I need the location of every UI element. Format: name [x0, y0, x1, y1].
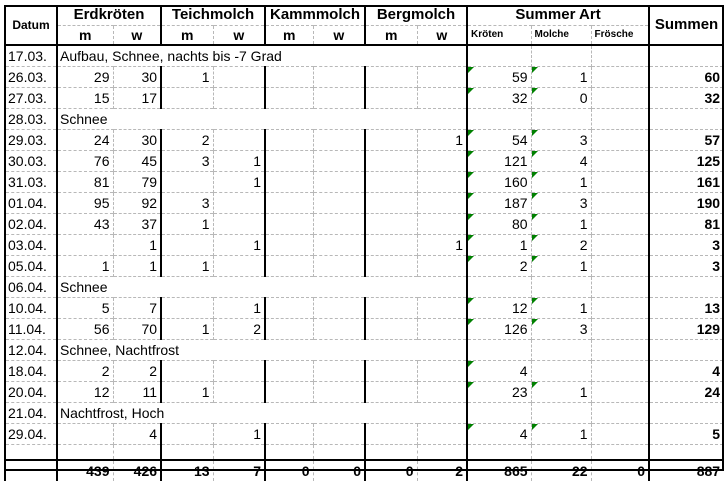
- header-berg-m: m: [365, 26, 417, 46]
- kw-cell: [313, 172, 365, 193]
- bw-cell: [417, 298, 467, 319]
- kw-cell: [313, 382, 365, 403]
- note-cell: Aufbau, Schnee, nachts bis -7 Grad: [57, 45, 467, 67]
- total-em: 439: [57, 460, 113, 481]
- total-bm: 0: [365, 460, 417, 481]
- fr-cell: [591, 88, 649, 109]
- tm-cell: 1: [161, 256, 213, 277]
- tw-cell: [213, 193, 265, 214]
- date-cell: 21.04.: [5, 403, 57, 424]
- empty-cell: [467, 109, 531, 130]
- sum-cell: [649, 109, 723, 130]
- tm-cell: [161, 235, 213, 256]
- total-sum: 887: [649, 460, 723, 481]
- mo-cell: [531, 361, 591, 382]
- ew-cell: 30: [113, 67, 161, 88]
- empty-cell: [649, 445, 723, 461]
- mo-cell: 1: [531, 214, 591, 235]
- header-datum: Datum: [5, 5, 57, 45]
- tm-cell: 3: [161, 193, 213, 214]
- em-cell: 15: [57, 88, 113, 109]
- kr-cell: 160: [467, 172, 531, 193]
- header-teichmolch: Teichmolch: [161, 5, 265, 26]
- date-cell: 26.03.: [5, 67, 57, 88]
- table-row: [5, 214, 723, 235]
- bw-cell: [417, 256, 467, 277]
- kw-cell: [313, 424, 365, 445]
- kr-cell: 2: [467, 256, 531, 277]
- km-cell: [265, 193, 313, 214]
- empty-cell: [531, 403, 591, 424]
- ew-cell: 4: [113, 424, 161, 445]
- tw-cell: [213, 256, 265, 277]
- empty-cell: [365, 445, 417, 461]
- table-row: [5, 88, 723, 109]
- sum-cell: 125: [649, 151, 723, 172]
- note-cell: Nachtfrost, Hoch: [57, 403, 467, 424]
- date-cell: 29.03.: [5, 130, 57, 151]
- kr-cell: 126: [467, 319, 531, 340]
- tw-cell: 2: [213, 319, 265, 340]
- kw-cell: [313, 214, 365, 235]
- fr-cell: [591, 172, 649, 193]
- bm-cell: [365, 235, 417, 256]
- header-kammmolch: Kammmolch: [265, 5, 365, 26]
- header-row-sub: [5, 26, 723, 46]
- tw-cell: [213, 214, 265, 235]
- date-cell: 11.04.: [5, 319, 57, 340]
- km-cell: [265, 298, 313, 319]
- kr-cell: 32: [467, 88, 531, 109]
- header-erd-m: m: [57, 26, 113, 46]
- sum-cell: 60: [649, 67, 723, 88]
- tm-cell: 2: [161, 130, 213, 151]
- kw-cell: [313, 67, 365, 88]
- note-cell: Schnee: [57, 277, 467, 298]
- migration-table: [4, 5, 723, 481]
- sum-cell: 32: [649, 88, 723, 109]
- table-row: [5, 256, 723, 277]
- header-erd-w: w: [113, 26, 161, 46]
- km-cell: [265, 130, 313, 151]
- em-cell: 12: [57, 382, 113, 403]
- date-cell: 18.04.: [5, 361, 57, 382]
- sum-cell: 13: [649, 298, 723, 319]
- mo-cell: 1: [531, 424, 591, 445]
- empty-cell: [591, 45, 649, 67]
- ew-cell: 2: [113, 361, 161, 382]
- header-teich-m: m: [161, 26, 213, 46]
- mo-cell: 4: [531, 151, 591, 172]
- bw-cell: [417, 193, 467, 214]
- km-cell: [265, 172, 313, 193]
- bm-cell: [365, 193, 417, 214]
- header-teich-w: w: [213, 26, 265, 46]
- kw-cell: [313, 298, 365, 319]
- sum-cell: [649, 277, 723, 298]
- table-row: [5, 424, 723, 445]
- kr-cell: 121: [467, 151, 531, 172]
- sum-cell: [649, 340, 723, 361]
- mo-cell: 0: [531, 88, 591, 109]
- date-cell: 28.03.: [5, 109, 57, 130]
- date-cell: 02.04.: [5, 214, 57, 235]
- em-cell: 29: [57, 67, 113, 88]
- mo-cell: 3: [531, 319, 591, 340]
- bm-cell: [365, 151, 417, 172]
- table-row: [5, 130, 723, 151]
- table-row: [5, 235, 723, 256]
- km-cell: [265, 67, 313, 88]
- bw-cell: [417, 214, 467, 235]
- empty-cell: [531, 445, 591, 461]
- bm-cell: [365, 361, 417, 382]
- bw-cell: [417, 88, 467, 109]
- tw-cell: [213, 130, 265, 151]
- empty-cell: [531, 277, 591, 298]
- ew-cell: 79: [113, 172, 161, 193]
- total-km: 0: [265, 460, 313, 481]
- table-row: [5, 193, 723, 214]
- empty-cell: [591, 445, 649, 461]
- em-cell: 95: [57, 193, 113, 214]
- kr-cell: 23: [467, 382, 531, 403]
- em-cell: 2: [57, 361, 113, 382]
- kr-cell: 4: [467, 424, 531, 445]
- empty-cell: [265, 445, 313, 461]
- tm-cell: 1: [161, 214, 213, 235]
- header-bergmolch: Bergmolch: [365, 5, 467, 26]
- km-cell: [265, 319, 313, 340]
- table-row: [5, 340, 723, 361]
- kw-cell: [313, 88, 365, 109]
- header-molche: Molche: [531, 26, 591, 46]
- table-row: [5, 45, 723, 67]
- ew-cell: 11: [113, 382, 161, 403]
- fr-cell: [591, 256, 649, 277]
- empty-cell: [531, 340, 591, 361]
- bw-cell: [417, 361, 467, 382]
- mo-cell: 1: [531, 67, 591, 88]
- em-cell: [57, 235, 113, 256]
- empty-cell: [591, 340, 649, 361]
- empty-cell: [467, 45, 531, 67]
- total-bw: 2: [417, 460, 467, 481]
- header-summer-art: Summer Art: [467, 5, 649, 26]
- tm-cell: [161, 88, 213, 109]
- note-cell: Schnee, Nachtfrost: [57, 340, 467, 361]
- empty-cell: [113, 445, 161, 461]
- total-kr: 865: [467, 460, 531, 481]
- header-berg-w: w: [417, 26, 467, 46]
- sum-cell: [649, 403, 723, 424]
- note-cell: Schnee: [57, 109, 467, 130]
- tm-cell: 3: [161, 151, 213, 172]
- sum-cell: 190: [649, 193, 723, 214]
- empty-cell: [467, 340, 531, 361]
- kr-cell: 1: [467, 235, 531, 256]
- ew-cell: 17: [113, 88, 161, 109]
- mo-cell: 1: [531, 172, 591, 193]
- date-cell: 20.04.: [5, 382, 57, 403]
- date-cell: 10.04.: [5, 298, 57, 319]
- bw-cell: 1: [417, 130, 467, 151]
- km-cell: [265, 214, 313, 235]
- mo-cell: 1: [531, 382, 591, 403]
- bw-cell: [417, 424, 467, 445]
- bm-cell: [365, 130, 417, 151]
- date-cell: 17.03.: [5, 45, 57, 67]
- km-cell: [265, 256, 313, 277]
- em-cell: 1: [57, 256, 113, 277]
- bw-cell: [417, 151, 467, 172]
- ew-cell: 45: [113, 151, 161, 172]
- date-cell: 06.04.: [5, 277, 57, 298]
- bm-cell: [365, 298, 417, 319]
- table-row: [5, 382, 723, 403]
- empty-cell: [467, 403, 531, 424]
- kw-cell: [313, 193, 365, 214]
- sum-cell: 4: [649, 361, 723, 382]
- bm-cell: [365, 382, 417, 403]
- empty-cell: [417, 445, 467, 461]
- kw-cell: [313, 151, 365, 172]
- empty-cell: [531, 109, 591, 130]
- tw-cell: 1: [213, 172, 265, 193]
- fr-cell: [591, 319, 649, 340]
- total-mo: 22: [531, 460, 591, 481]
- kr-cell: 4: [467, 361, 531, 382]
- tw-cell: [213, 67, 265, 88]
- table-row: [5, 298, 723, 319]
- bw-cell: [417, 67, 467, 88]
- fr-cell: [591, 424, 649, 445]
- total-ew: 426: [113, 460, 161, 481]
- ew-cell: 92: [113, 193, 161, 214]
- empty-cell: [467, 445, 531, 461]
- header-row-groups: [5, 5, 723, 26]
- em-cell: 5: [57, 298, 113, 319]
- sum-cell: 3: [649, 235, 723, 256]
- km-cell: [265, 361, 313, 382]
- kw-cell: [313, 235, 365, 256]
- bm-cell: [365, 214, 417, 235]
- date-cell: 01.04.: [5, 193, 57, 214]
- total-fr: 0: [591, 460, 649, 481]
- tw-cell: [213, 382, 265, 403]
- mo-cell: 3: [531, 193, 591, 214]
- tm-cell: 1: [161, 319, 213, 340]
- tm-cell: 1: [161, 382, 213, 403]
- km-cell: [265, 382, 313, 403]
- kw-cell: [313, 361, 365, 382]
- empty-cell: [5, 445, 57, 461]
- total-kw: 0: [313, 460, 365, 481]
- empty-cell: [591, 277, 649, 298]
- bm-cell: [365, 424, 417, 445]
- em-cell: 43: [57, 214, 113, 235]
- em-cell: [57, 424, 113, 445]
- header-summen: Summen: [649, 5, 723, 45]
- fr-cell: [591, 130, 649, 151]
- date-cell: 29.04.: [5, 424, 57, 445]
- empty-cell: [213, 445, 265, 461]
- sum-cell: 161: [649, 172, 723, 193]
- total-tw: 7: [213, 460, 265, 481]
- ew-cell: 7: [113, 298, 161, 319]
- kw-cell: [313, 256, 365, 277]
- bm-cell: [365, 319, 417, 340]
- fr-cell: [591, 298, 649, 319]
- tm-cell: [161, 424, 213, 445]
- table-row: [5, 172, 723, 193]
- table-row: [5, 67, 723, 88]
- table-row: [5, 319, 723, 340]
- header-kamm-m: m: [265, 26, 313, 46]
- bm-cell: [365, 67, 417, 88]
- sum-cell: 129: [649, 319, 723, 340]
- tw-cell: [213, 88, 265, 109]
- kr-cell: 59: [467, 67, 531, 88]
- bm-cell: [365, 256, 417, 277]
- km-cell: [265, 235, 313, 256]
- ew-cell: 70: [113, 319, 161, 340]
- km-cell: [265, 88, 313, 109]
- spacer-row: [5, 445, 723, 461]
- header-kamm-w: w: [313, 26, 365, 46]
- fr-cell: [591, 361, 649, 382]
- fr-cell: [591, 235, 649, 256]
- tw-cell: [213, 361, 265, 382]
- table-row: [5, 109, 723, 130]
- table-row: [5, 277, 723, 298]
- kr-cell: 54: [467, 130, 531, 151]
- fr-cell: [591, 151, 649, 172]
- total-tm: 13: [161, 460, 213, 481]
- table-row: [5, 403, 723, 424]
- fr-cell: [591, 193, 649, 214]
- mo-cell: 2: [531, 235, 591, 256]
- sum-cell: 5: [649, 424, 723, 445]
- kr-cell: 12: [467, 298, 531, 319]
- kw-cell: [313, 319, 365, 340]
- mo-cell: 1: [531, 256, 591, 277]
- bm-cell: [365, 172, 417, 193]
- sum-cell: [649, 45, 723, 67]
- mo-cell: 3: [531, 130, 591, 151]
- header-erdkroeten: Erdkröten: [57, 5, 161, 26]
- tm-cell: [161, 172, 213, 193]
- ew-cell: 37: [113, 214, 161, 235]
- bw-cell: [417, 382, 467, 403]
- fr-cell: [591, 382, 649, 403]
- km-cell: [265, 424, 313, 445]
- empty-cell: [161, 445, 213, 461]
- date-cell: 27.03.: [5, 88, 57, 109]
- bw-cell: [417, 172, 467, 193]
- empty-cell: [467, 277, 531, 298]
- date-cell: 30.03.: [5, 151, 57, 172]
- ew-cell: 30: [113, 130, 161, 151]
- tm-cell: [161, 298, 213, 319]
- empty-cell: [531, 45, 591, 67]
- fr-cell: [591, 214, 649, 235]
- header-froesche: Frösche: [591, 26, 649, 46]
- date-cell: 03.04.: [5, 235, 57, 256]
- bw-cell: [417, 319, 467, 340]
- km-cell: [265, 151, 313, 172]
- date-cell: 31.03.: [5, 172, 57, 193]
- sum-cell: 24: [649, 382, 723, 403]
- em-cell: 76: [57, 151, 113, 172]
- tm-cell: 1: [161, 67, 213, 88]
- sum-cell: 81: [649, 214, 723, 235]
- em-cell: 24: [57, 130, 113, 151]
- bw-cell: 1: [417, 235, 467, 256]
- tw-cell: 1: [213, 235, 265, 256]
- ew-cell: 1: [113, 235, 161, 256]
- sum-cell: 3: [649, 256, 723, 277]
- table-row: [5, 361, 723, 382]
- header-kroeten: Kröten: [467, 26, 531, 46]
- date-cell: 12.04.: [5, 340, 57, 361]
- empty-cell: [313, 445, 365, 461]
- em-cell: 56: [57, 319, 113, 340]
- tw-cell: 1: [213, 298, 265, 319]
- bm-cell: [365, 88, 417, 109]
- kr-cell: 80: [467, 214, 531, 235]
- tw-cell: 1: [213, 151, 265, 172]
- ew-cell: 1: [113, 256, 161, 277]
- em-cell: 81: [57, 172, 113, 193]
- date-cell: 05.04.: [5, 256, 57, 277]
- fr-cell: [591, 67, 649, 88]
- mo-cell: 1: [531, 298, 591, 319]
- empty-cell: [591, 109, 649, 130]
- sum-cell: 57: [649, 130, 723, 151]
- kw-cell: [313, 130, 365, 151]
- totals-label-cell: [5, 460, 57, 481]
- totals-row: [5, 460, 723, 481]
- empty-cell: [591, 403, 649, 424]
- kr-cell: 187: [467, 193, 531, 214]
- empty-cell: [57, 445, 113, 461]
- tm-cell: [161, 361, 213, 382]
- tw-cell: 1: [213, 424, 265, 445]
- table-row: [5, 151, 723, 172]
